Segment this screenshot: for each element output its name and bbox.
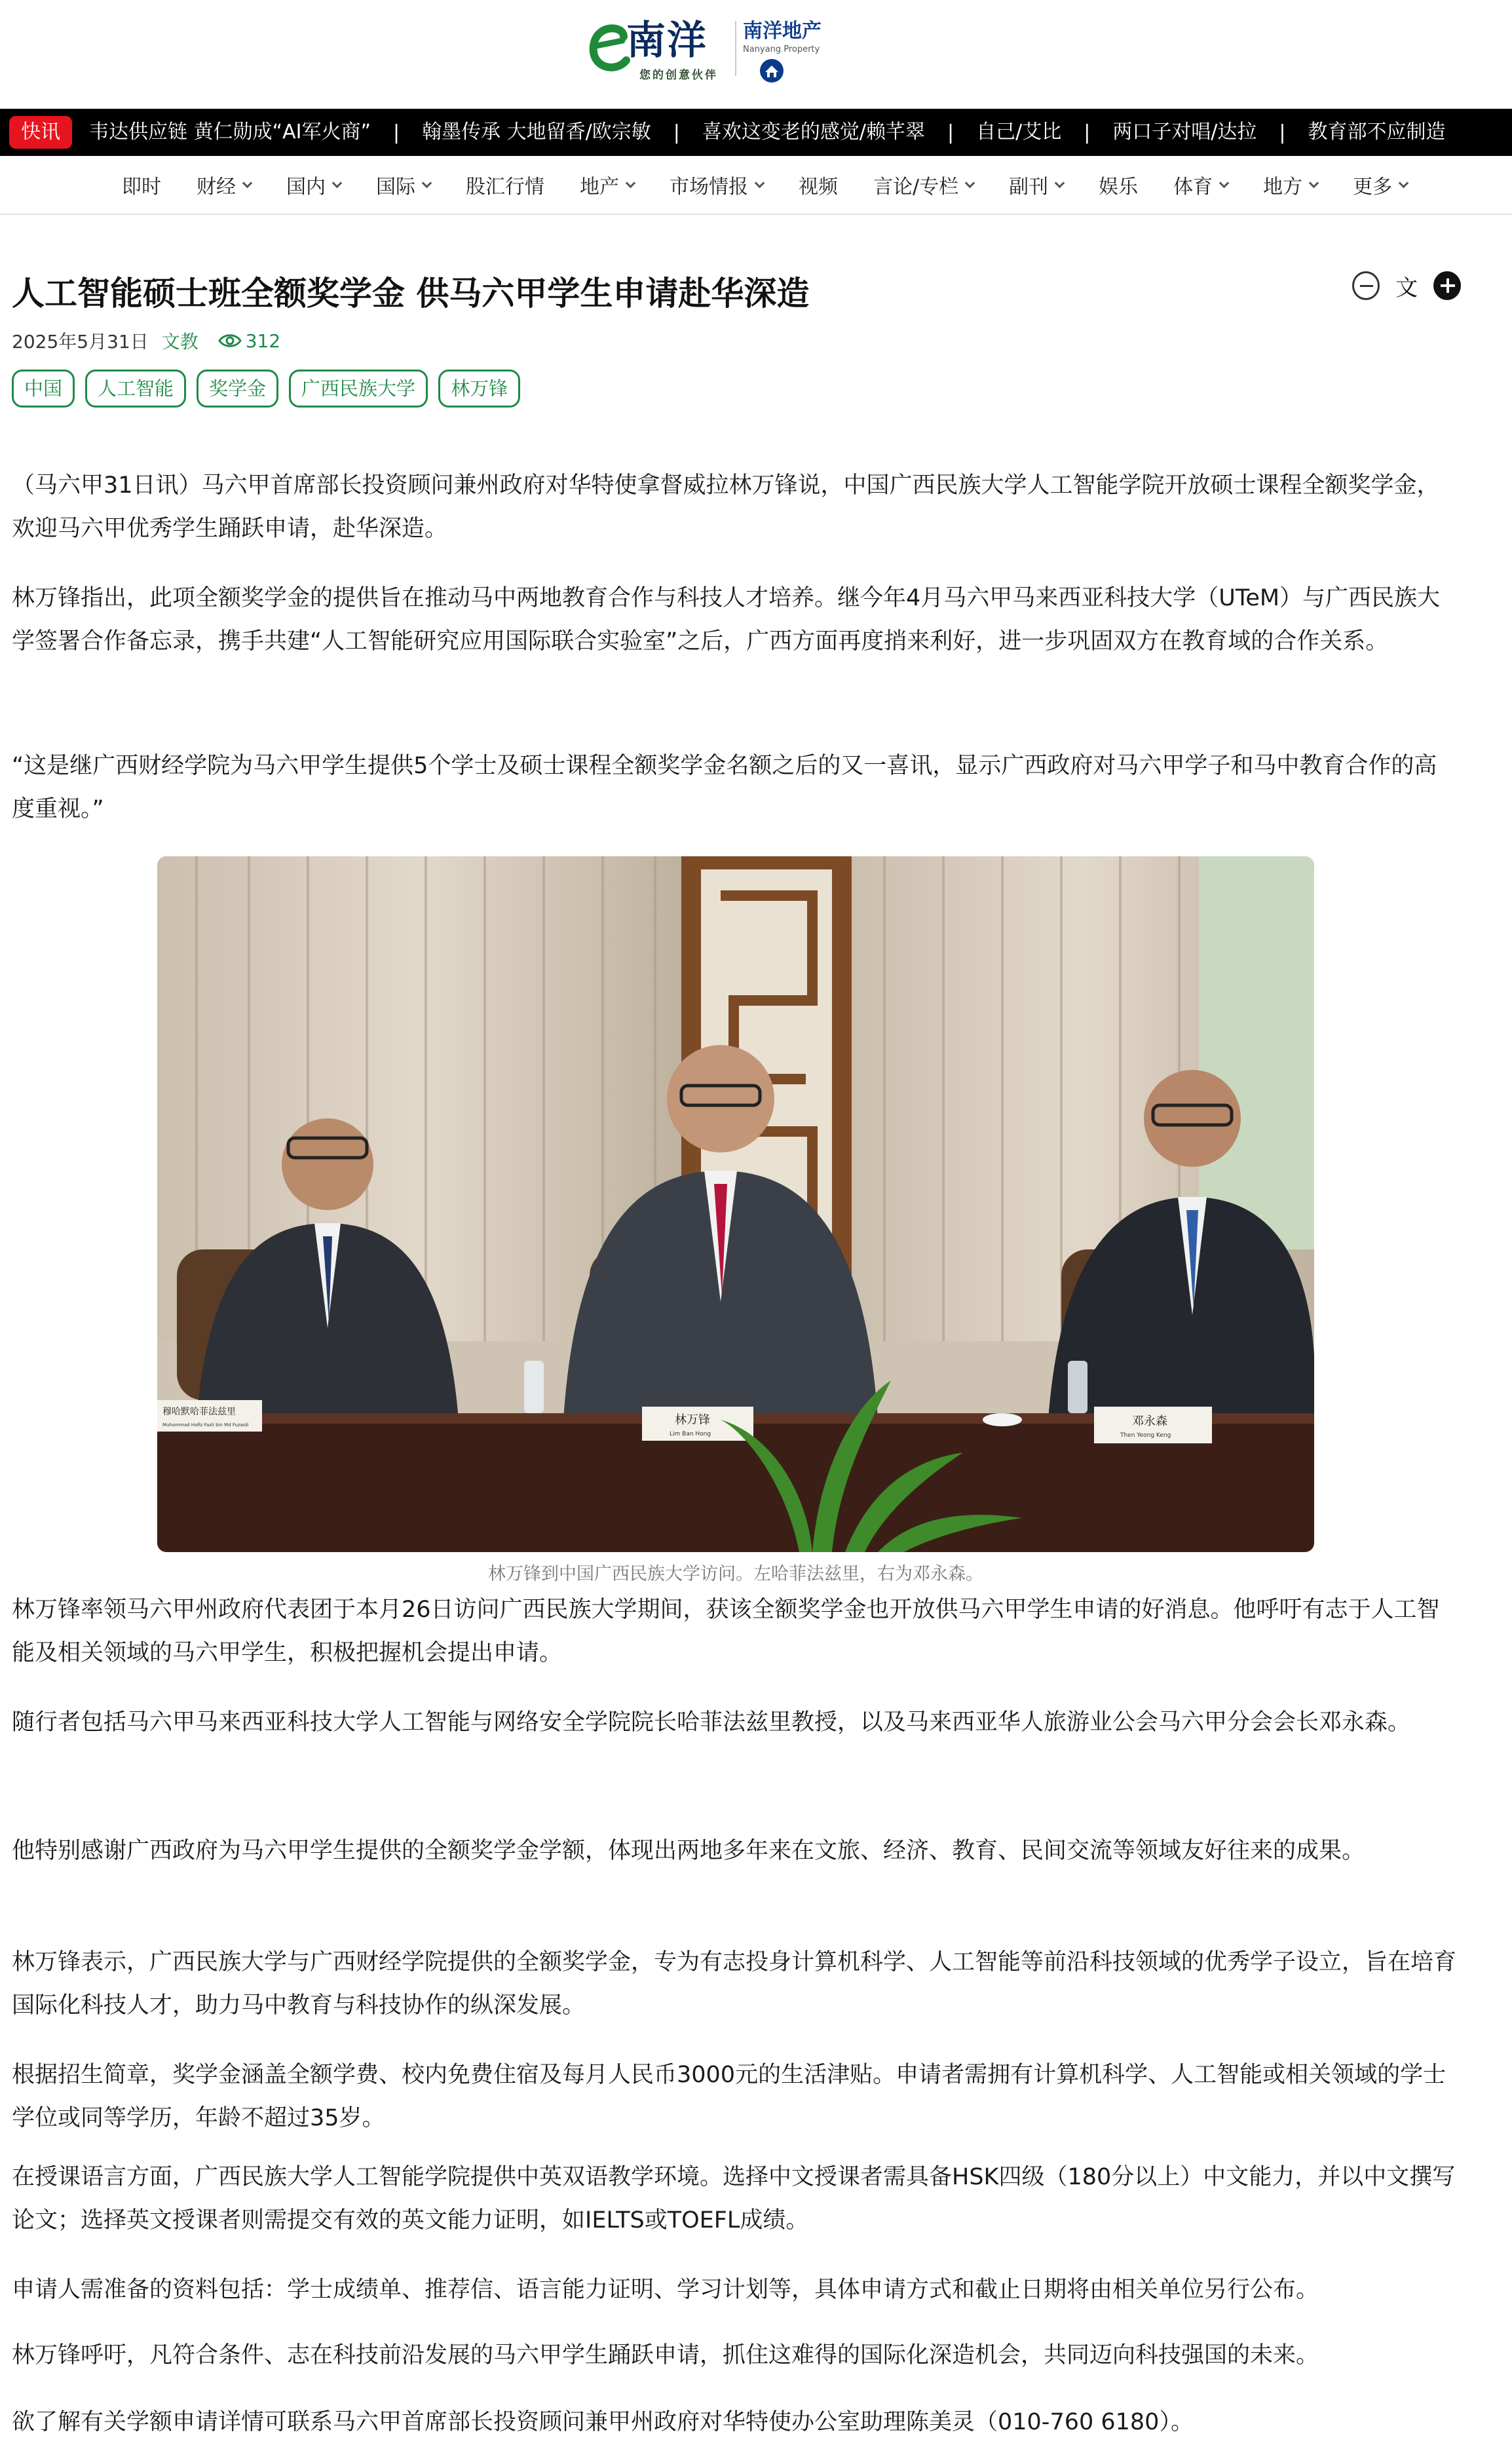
article-meta	[12, 328, 280, 354]
ticker-item[interactable]: 翰墨传承 大地留香/欧宗敏	[422, 121, 651, 143]
nameplate-left: 穆哈默哈菲法兹里	[162, 1407, 236, 1417]
font-size-control	[1352, 267, 1461, 304]
nav-item[interactable]	[580, 170, 634, 199]
nav-item-label: 地产	[580, 176, 619, 199]
property-logo-name: 南洋地产	[743, 20, 822, 43]
nav-item[interactable]	[1353, 170, 1407, 199]
article-paragraph: 在授课语言方面，广西民族大学人工智能学院提供中英双语教学环境。选择中文授课者需具备HSK四级（180分以上）中文能力，并以中文撰写论文；选择英文授课者则需提交有效的英文能力证明，如IELTS或TOEFL成绩。	[12, 2164, 1456, 2233]
article-photo	[157, 856, 1314, 1552]
article-paragraph: 根据招生简章，奖学金涵盖全额学费、校内免费住宿及每月人民币3000元的生活津贴。申请者需拥有计算机科学、人工智能或相关领域的学士学位或同等学历，年龄不超过35岁。	[12, 2062, 1446, 2131]
article-paragraph: 申请人需准备的资料包括：学士成绩单、推荐信、语言能力证明、学习计划等，具体申请方式和截止日期将由相关单位另行公布。	[12, 2277, 1319, 2303]
tag-chip[interactable]: 林万锋	[438, 370, 520, 408]
nav-item[interactable]	[1173, 170, 1228, 199]
ticker-item[interactable]: 喜欢这变老的感觉/赖芊翠	[702, 121, 925, 143]
chevron-down-icon	[755, 178, 765, 188]
ticker-separator: |	[1279, 121, 1286, 144]
article-paragraph: 随行者包括马六甲马来西亚科技大学人工智能与网络安全学院院长哈菲法兹里教授，以及马来西亚华人旅游业公会马六甲分会会长邓永森。	[12, 1709, 1411, 1736]
nav-item-label: 国内	[286, 176, 326, 199]
tag-chip[interactable]: 人工智能	[85, 370, 186, 408]
publish-date: 2025年5月31日	[12, 331, 149, 352]
nav-item[interactable]	[286, 170, 341, 199]
decrease-font-icon[interactable]	[1352, 271, 1380, 300]
chevron-down-icon	[422, 178, 432, 188]
site-logo[interactable]	[587, 14, 829, 86]
nav-item-label: 即时	[122, 176, 161, 199]
article-paragraph: 林万锋指出，此项全额奖学金的提供旨在推动马中两地教育合作与科技人才培养。继今年4月马六甲马来西亚科技大学（UTeM）与广西民族大学签署合作备忘录，携手共建“人工智能研究应用国际联合实验室”之后，广西方面再度捎来利好，进一步巩固双方在教育域的合作关系。	[12, 585, 1441, 655]
chevron-down-icon	[626, 178, 636, 188]
nav-item-label: 视频	[799, 176, 838, 199]
nameplate-right: 邓永森	[1132, 1415, 1167, 1428]
logo-divider	[735, 21, 736, 76]
nav-item[interactable]	[873, 170, 973, 199]
nav-item-label: 言论/专栏	[873, 176, 959, 199]
nameplate-left-en: Muhammad Hafiz Fazli bin Md Fuzaidi	[162, 1422, 249, 1428]
tag-chip[interactable]: 广西民族大学	[289, 370, 428, 408]
chevron-down-icon	[242, 178, 253, 188]
ticker-item[interactable]: 两口子对唱/达拉	[1112, 121, 1257, 143]
category-link[interactable]: 文教	[161, 331, 198, 352]
nav-item-label: 财经	[197, 176, 236, 199]
nav-item[interactable]	[376, 170, 430, 199]
article-title: 人工智能硕士班全额奖学金 供马六甲学生申请赴华深造	[12, 275, 810, 313]
tag-chip[interactable]: 奖学金	[197, 370, 278, 408]
chevron-down-icon	[1309, 178, 1319, 188]
ticker-list	[89, 109, 1446, 156]
nameplate-center-en: Lim Ban Hong	[670, 1431, 711, 1437]
tag-chip[interactable]: 中国	[12, 370, 75, 408]
article-paragraph: 林万锋率领马六甲州政府代表团于本月26日访问广西民族大学期间，获该全额奖学金也开放供马六甲学生申请的好消息。他呼吁有志于人工智能及相关领域的马六甲学生，积极把握机会提出申请。	[12, 1597, 1440, 1666]
chevron-down-icon	[332, 178, 343, 188]
nav-item-label: 股汇行情	[466, 176, 544, 199]
nav-item-label: 体育	[1173, 176, 1213, 199]
ticker-separator: |	[393, 121, 400, 144]
ticker-item[interactable]: 教育部不应制造	[1308, 121, 1446, 143]
nav-item-label: 地方	[1263, 176, 1303, 199]
house-icon	[759, 58, 785, 84]
view-count	[218, 330, 280, 352]
ticker-separator: |	[673, 121, 680, 144]
font-size-label: 文	[1395, 275, 1418, 301]
logo-slogan: 您的创意伙伴	[639, 69, 718, 82]
increase-font-icon[interactable]	[1433, 271, 1461, 300]
nav-item-label: 市场情报	[670, 176, 748, 199]
nav-item[interactable]	[1009, 170, 1063, 199]
ticker-separator: |	[947, 121, 954, 144]
logo-name: 南洋	[626, 18, 708, 64]
breaking-news-badge: 快讯	[9, 116, 72, 149]
photo-caption: 林万锋到中国广西民族大学访问。左哈菲法兹里，右为邓永森。	[488, 1564, 983, 1584]
nameplate-right-en: Then Yeong Keng	[1120, 1432, 1171, 1439]
tag-list	[12, 370, 531, 408]
nav-item-label: 更多	[1353, 176, 1393, 199]
nav-item[interactable]	[1263, 170, 1317, 199]
nav-item[interactable]	[466, 170, 544, 199]
property-logo-english: Nanyang Property	[743, 45, 820, 54]
ticker-item[interactable]: 自己/艾比	[976, 121, 1062, 143]
ticker-item[interactable]: 韦达供应链 黄仁勋成“AI军火商”	[89, 121, 371, 143]
nav-item[interactable]	[197, 170, 251, 199]
site-header	[0, 0, 1512, 109]
nav-item[interactable]	[1099, 170, 1138, 199]
eye-icon	[218, 333, 242, 349]
nav-item-label: 副刊	[1009, 176, 1049, 199]
chevron-down-icon	[1219, 178, 1230, 188]
chevron-down-icon	[965, 178, 975, 188]
breaking-news-ticker	[0, 109, 1512, 156]
article-paragraph: 林万锋表示，广西民族大学与广西财经学院提供的全额奖学金，专为有志投身计算机科学、人工智能等前沿科技领域的优秀学子设立，旨在培育国际化科技人才，助力马中教育与科技协作的纵深发展。	[12, 1949, 1457, 2019]
nav-item-label: 娱乐	[1099, 176, 1139, 199]
article-paragraph: 林万锋呼吁，凡符合条件、志在科技前沿发展的马六甲学生踊跃申请，抓住这难得的国际化深造机会，共同迈向科技强国的未来。	[12, 2342, 1319, 2368]
nav-item[interactable]	[122, 170, 161, 199]
nav-item[interactable]	[670, 170, 763, 199]
nameplate-center: 林万锋	[675, 1413, 710, 1427]
chevron-down-icon	[1399, 178, 1409, 188]
article-paragraph: 他特别感谢广西政府为马六甲学生提供的全额奖学金学额，体现出两地多年来在文旅、经济、教育、民间交流等领域友好往来的成果。	[12, 1838, 1365, 1864]
view-count-value: 312	[245, 330, 281, 352]
article-paragraph: “这是继广西财经学院为马六甲学生提供5个学士及硕士课程全额奖学金名额之后的又一喜讯，显示广西政府对马六甲学子和马中教育合作的高度重视。”	[12, 753, 1437, 822]
nav-item-label: 国际	[376, 176, 415, 199]
article-paragraph: （马六甲31日讯）马六甲首席部长投资顾问兼州政府对华特使拿督威拉林万锋说，中国广西民族大学人工智能学院开放硕士课程全额奖学金，欢迎马六甲优秀学生踊跃申请，赴华深造。	[12, 472, 1440, 542]
main-navigation	[0, 156, 1512, 215]
nav-item[interactable]	[799, 170, 838, 199]
ticker-separator: |	[1084, 121, 1091, 144]
article-paragraph: 欲了解有关学额申请详情可联系马六甲首席部长投资顾问兼甲州政府对华特使办公室助理陈美灵（010-760 6180）。	[12, 2409, 1194, 2435]
chevron-down-icon	[1055, 178, 1065, 188]
